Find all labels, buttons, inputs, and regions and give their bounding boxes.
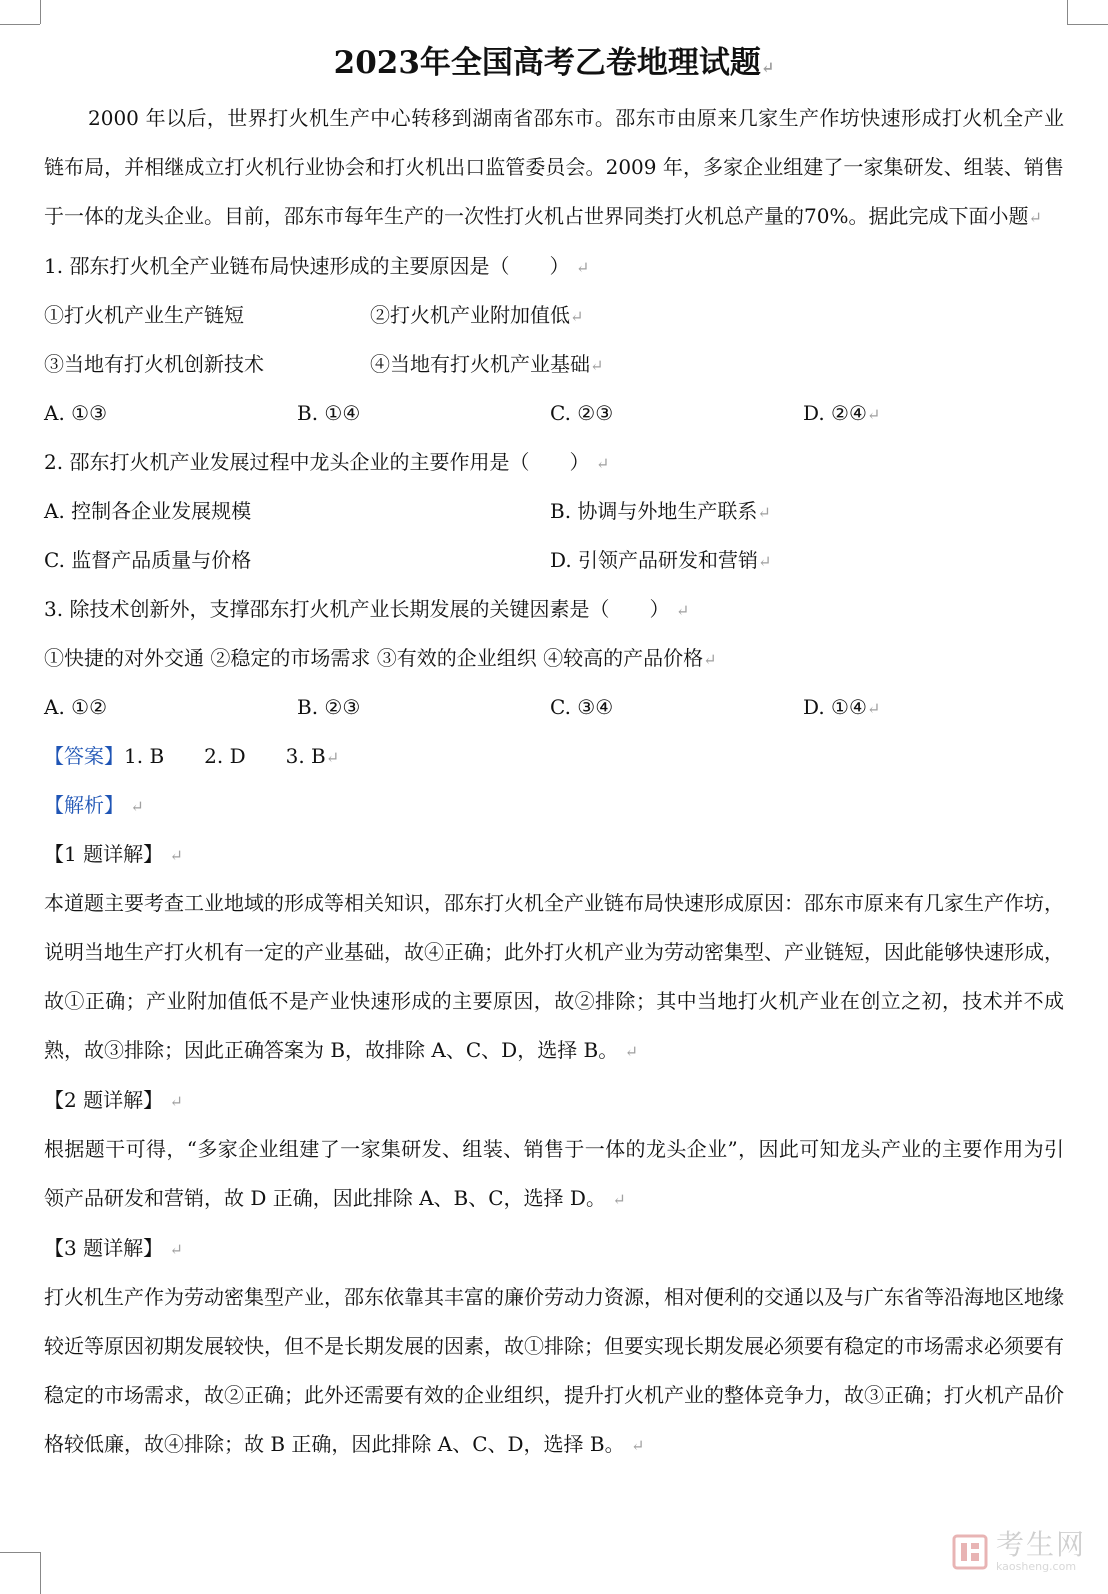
crop-mark xyxy=(40,0,41,24)
question-2-options-row-2 xyxy=(44,536,1064,585)
detail-2-heading: 【2 题详解】 ↵ xyxy=(44,1088,183,1112)
question-1-stem: 1. 邵东打火机全产业链布局快速形成的主要原因是（ ） ↵ xyxy=(44,254,590,278)
question-1-statements-row-2 xyxy=(44,340,1064,389)
detail-3-heading: 【3 题详解】 ↵ xyxy=(44,1236,183,1260)
intro-paragraph: 2000 年以后，世界打火机生产中心转移到湖南省邵东市。邵东市由原来几家生产作坊快速形成打火机全产业链布局，并相继成立打火机行业协会和打火机出口监管委员会。2009 年，多家企业组建了一家集研发、组装、销售于一体的龙头企业。目前，邵东市每年生产的一次性打火机占世界同类打火机总产量的70%。据此完成下面小题↵ xyxy=(44,106,1064,228)
option: D. ②④↵ xyxy=(803,401,881,425)
kaosheng-logo-icon xyxy=(950,1532,990,1572)
answer-line: 【答案】1. B 2. D 3. B↵ xyxy=(44,744,340,768)
document-body xyxy=(44,36,1064,1470)
crop-mark xyxy=(1067,0,1068,24)
question-3-stem: 3. 除技术创新外，支撑邵东打火机产业长期发展的关键因素是（ ） ↵ xyxy=(44,597,690,621)
statement: ③当地有打火机创新技术 xyxy=(44,352,264,376)
watermark-domain: kaosheng.com xyxy=(995,1560,1077,1573)
question-1-statements-row-1 xyxy=(44,291,1064,340)
question-1-options xyxy=(44,389,1064,438)
option: D. 引领产品研发和营销↵ xyxy=(550,548,772,572)
option: C. ②③ xyxy=(550,401,614,425)
page-title: 2023年全国高考乙卷地理试题↵ xyxy=(333,45,775,81)
crop-mark xyxy=(1067,24,1108,25)
detail-1-text: 本道题主要考查工业地域的形成等相关知识，邵东打火机全产业链布局快速形成原因：邵东市原来有几家生产作坊，说明当地生产打火机有一定的产业基础，故④正确；此外打火机产业为劳动密集型、产业链短，因此能够快速形成，故①正确；产业附加值低不是产业快速形成的主要原因，故②排除；其中当地打火机产业在创立之初，技术并不成熟，故③排除；因此正确答案为 B，故排除 A、C、D，选择 B。 ↵ xyxy=(44,891,1064,1062)
statement: ②打火机产业附加值低↵ xyxy=(370,303,584,327)
option: A. ①② xyxy=(44,695,108,719)
detail-3-text: 打火机生产作为劳动密集型产业，邵东依靠其丰富的廉价劳动力资源，相对便利的交通以及与广东省等沿海地区地缘较近等原因初期发展较快，但不是长期发展的因素，故①排除；但要实现长期发展必须要有稳定的市场需求必须要有稳定的市场需求，故②正确；此外还需要有效的企业组织，提升打火机产业的整体竞争力，故③正确；打火机产品价格较低廉，故④排除；故 B 正确，因此排除 A、C、D，选择 B。 ↵ xyxy=(44,1285,1064,1456)
crop-mark xyxy=(0,1552,40,1553)
crop-mark xyxy=(0,24,40,25)
crop-mark xyxy=(40,1552,41,1594)
question-2-options-row-1 xyxy=(44,487,1064,536)
answer-label: 【答案】 xyxy=(44,744,124,768)
question-3-options xyxy=(44,683,1064,732)
option: A. ①③ xyxy=(44,401,108,425)
detail-1-heading: 【1 题详解】 ↵ xyxy=(44,842,183,866)
option: C. ③④ xyxy=(550,695,614,719)
option: A. 控制各企业发展规模 xyxy=(44,499,252,523)
option: B. ①④ xyxy=(297,401,361,425)
watermark-name: 考生网 xyxy=(995,1528,1086,1561)
statement: ④当地有打火机产业基础↵ xyxy=(370,352,604,376)
question-2-stem: 2. 邵东打火机产业发展过程中龙头企业的主要作用是（ ） ↵ xyxy=(44,450,610,474)
answer-items: 1. B 2. D 3. B xyxy=(124,744,326,768)
option: C. 监督产品质量与价格 xyxy=(44,548,252,572)
statement: ①打火机产业生产链短 xyxy=(44,303,244,327)
option: D. ①④↵ xyxy=(803,695,881,719)
watermark xyxy=(950,1528,1086,1573)
option: B. 协调与外地生产联系↵ xyxy=(550,499,771,523)
option: B. ②③ xyxy=(297,695,361,719)
analysis-heading: 【解析】 ↵ xyxy=(44,793,144,817)
question-3-statements: ①快捷的对外交通 ②稳定的市场需求 ③有效的企业组织 ④较高的产品价格↵ xyxy=(44,646,717,670)
detail-2-text: 根据题干可得，“多家企业组建了一家集研发、组装、销售于一体的龙头企业”，因此可知龙头产业的主要作用为引领产品研发和营销，故 D 正确，因此排除 A、B、C，选择 D。 ↵ xyxy=(44,1137,1064,1210)
